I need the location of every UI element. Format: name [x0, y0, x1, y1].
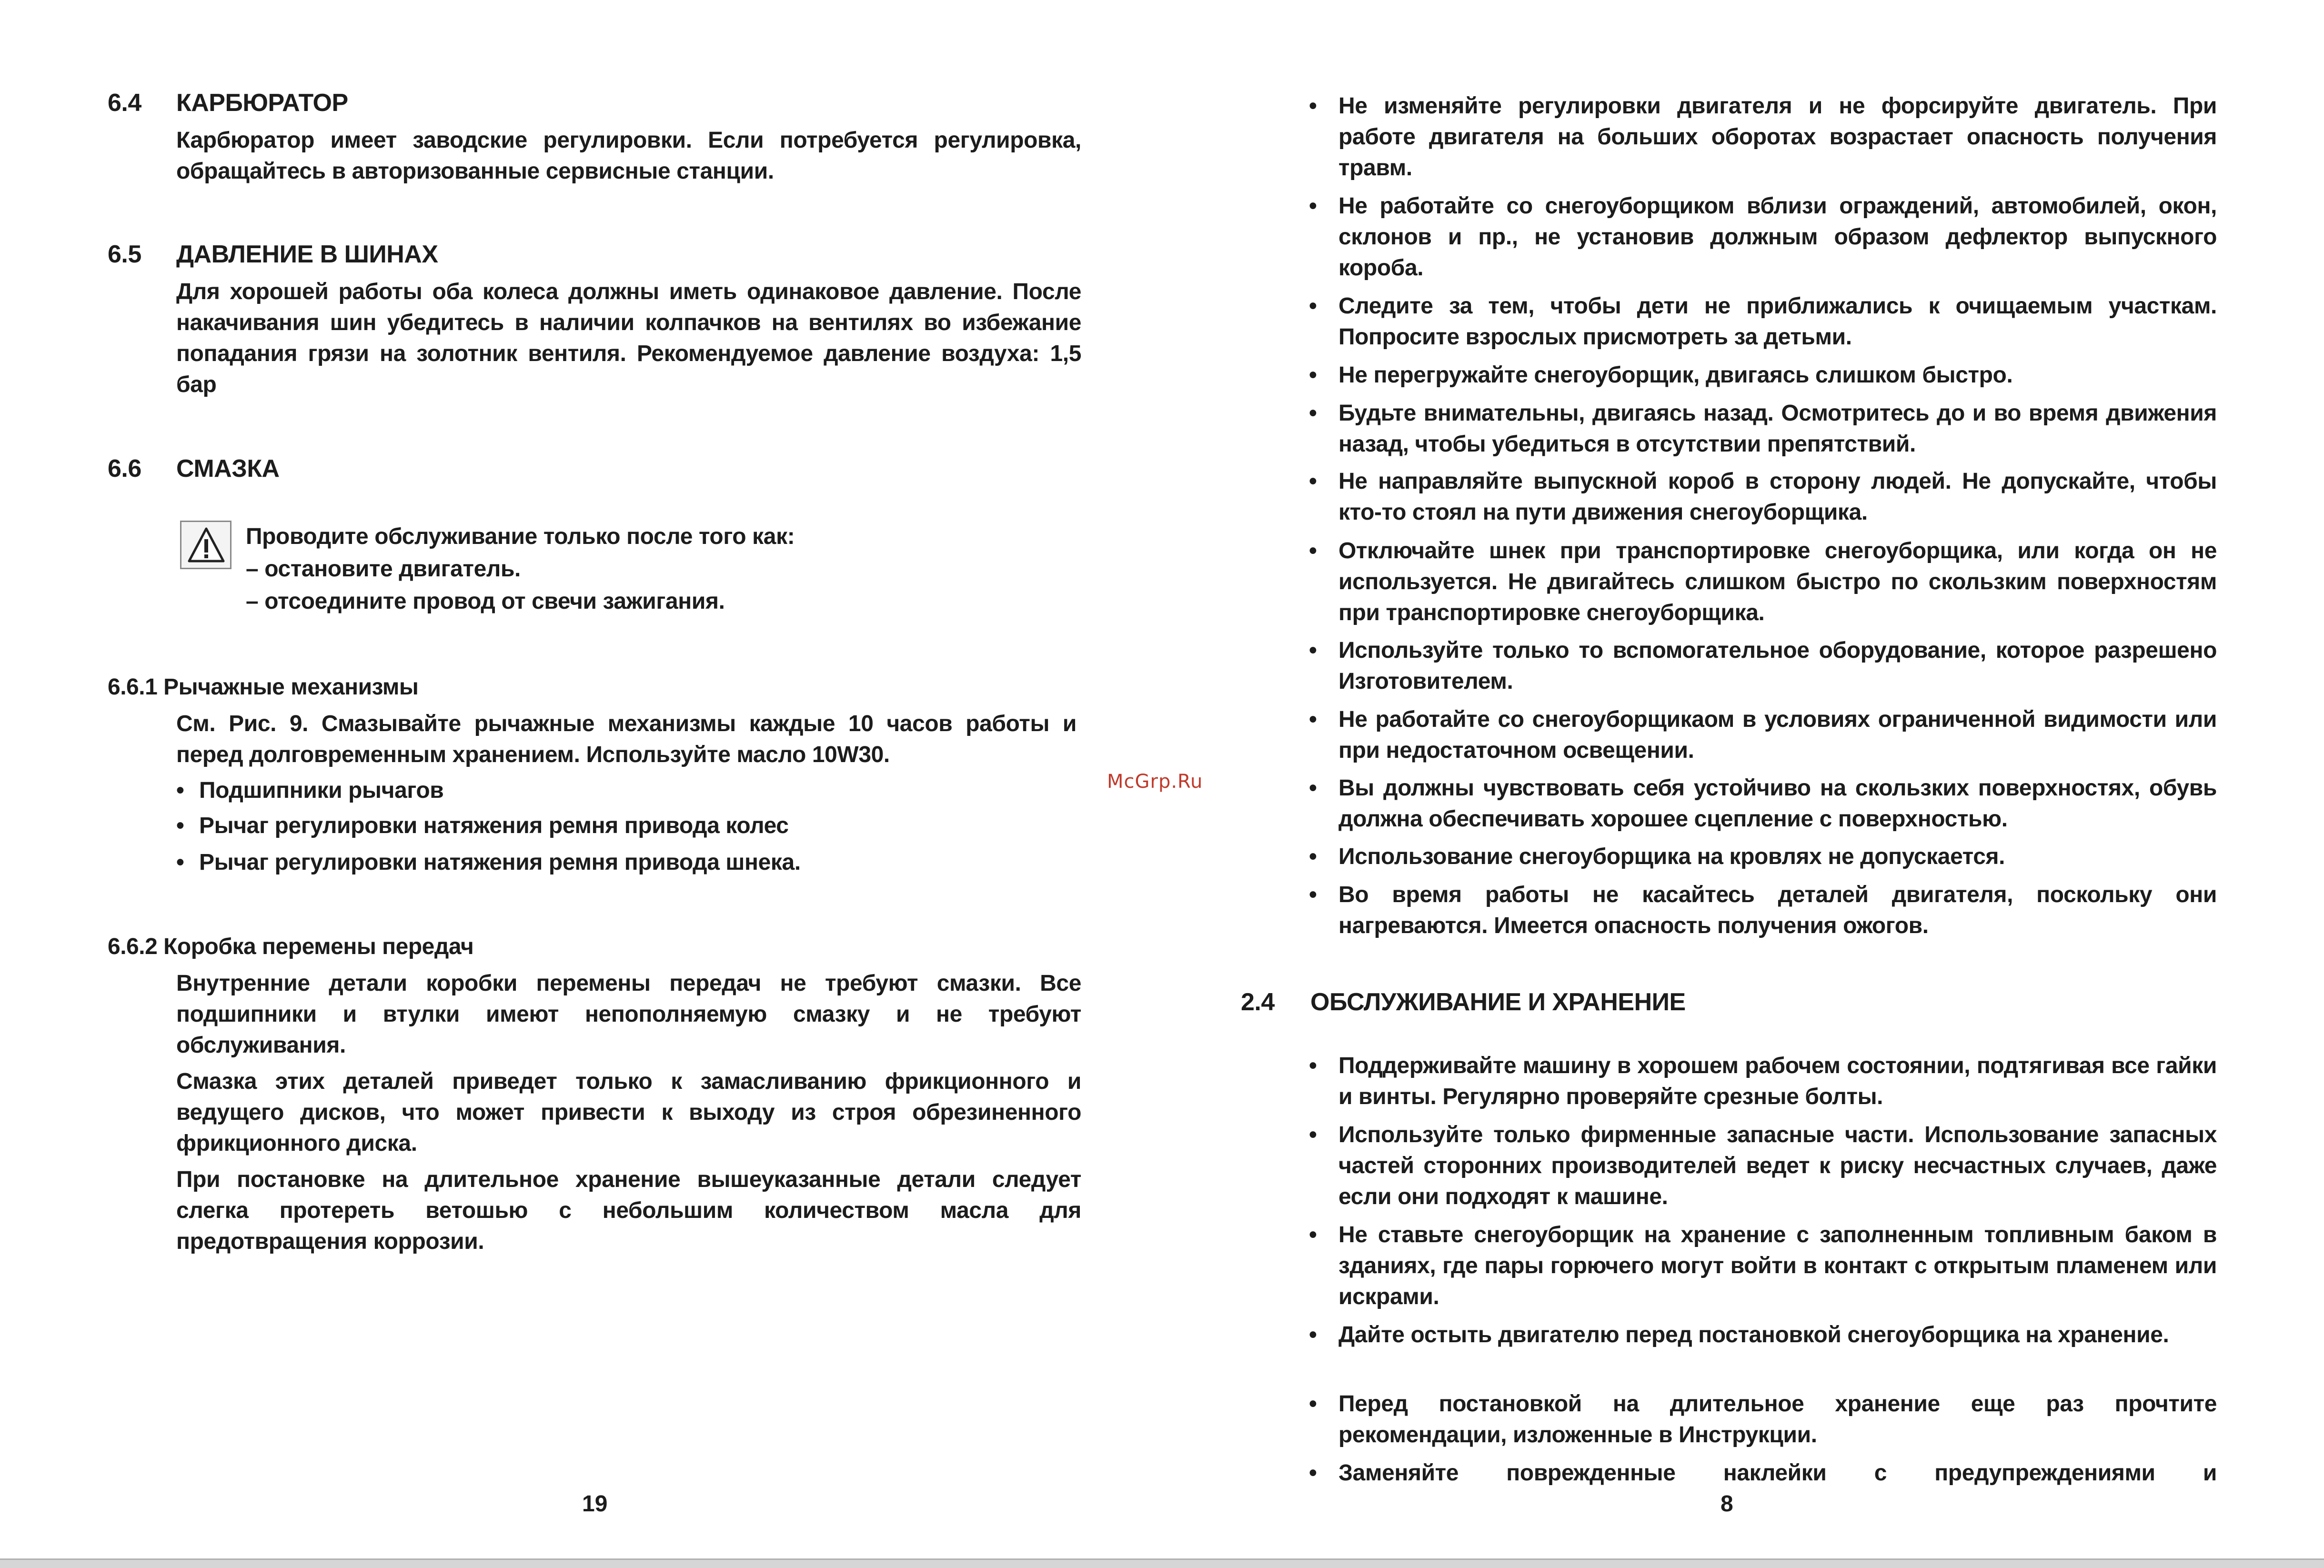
safety-item: Не перегружайте снегоуборщик, двигаясь слишком быстро.	[1338, 362, 2013, 388]
bullet-icon: •	[1309, 638, 1317, 663]
safety-item: Будьте внимательны, двигаясь назад. Осмотритесь до и во время движения назад, чтобы убедиться в отсутствии препятствий.	[1338, 401, 2217, 457]
bullet-icon: •	[1309, 707, 1317, 732]
list-item: • Рычаг регулировки натяжения ремня привода шнека.	[176, 850, 801, 875]
bullet-icon: •	[1309, 1053, 1317, 1078]
safety-item: Не изменяйте регулировки двигателя и не форсируйте двигатель. При работе двигателя на больших оборотах возрастает опасность получения травм.	[1338, 93, 2217, 181]
warning-line-3: – отсоедините провод от свечи зажигания.	[246, 589, 725, 614]
maintenance-item: Используйте только фирменные запасные части. Использование запасных частей сторонних производителей ведет к риску несчастных случаев, даже если они подходят к машине.	[1338, 1122, 2217, 1209]
maintenance-item: Не ставьте снегоуборщик на хранение с заполненным топливным баком в зданиях, где пары горючего могут войти в контакт с открытым пламенем или искрами.	[1338, 1222, 2217, 1309]
maintenance-item: Перед постановкой на длительное хранение еще раз прочтите рекомендации, изложенные в Инструкции.	[1338, 1391, 2217, 1447]
section-6-6-2-p3: При постановке на длительное хранение вышеуказанные детали следует слегка протереть ветошью с небольшим количеством масла для предотвращения коррозии.	[176, 1167, 1081, 1254]
maintenance-item: Дайте остыть двигателю перед постановкой снегоуборщика на хранение.	[1338, 1322, 2169, 1347]
section-6-6-1-heading: 6.6.1 Рычажные механизмы	[108, 674, 419, 700]
safety-item: Вы должны чувствовать себя устойчиво на скользких поверхностях, обувь должна обеспечивать хорошее сцепление с поверхностью.	[1338, 775, 2217, 832]
list-item: • Подшипники рычагов	[176, 778, 444, 803]
bullet-icon: •	[1309, 1460, 1317, 1486]
safety-item: Следите за тем, чтобы дети не приближались к очищаемым участкам. Попросите взрослых присмотреть за детьми.	[1338, 293, 2217, 350]
list-item: • Рычаг регулировки натяжения ремня привода колес	[176, 813, 789, 838]
section-6-6-2-p2: Смазка этих деталей приведет только к замасливанию фрикционного и ведущего дисков, что может привести к выходу из строя обрезиненного фрикционного диска.	[176, 1069, 1081, 1156]
section-6-5-text: Для хорошей работы оба колеса должны иметь одинаковое давление. После накачивания шин убедитесь в наличии колпачков на вентилях во избежание попадания грязи на золотник вентиля. Рекомендуемое давление воздуха: 1,5 бар	[176, 279, 1081, 397]
safety-item: Не работайте со снегоуборщиком вблизи ограждений, автомобилей, окон, склонов и пр., не установив должным образом дефлектор выпускного короба.	[1338, 193, 2217, 281]
warning-line-1: Проводите обслуживание только после того как:	[246, 524, 795, 549]
page-number-right: 8	[1720, 1491, 1733, 1517]
bullet-icon: •	[1309, 469, 1317, 494]
safety-item: Во время работы не касайтесь деталей двигателя, поскольку они нагреваются. Имеется опасность получения ожогов.	[1338, 882, 2217, 938]
bullet-icon: •	[1309, 882, 1317, 907]
section-2-4-heading: 2.4 ОБСЛУЖИВАНИЕ И ХРАНЕНИЕ	[1241, 988, 1686, 1016]
watermark: McGrp.Ru	[1107, 771, 1203, 793]
section-6-6-2-heading: 6.6.2 Коробка перемены передач	[108, 934, 474, 959]
bullet-icon: •	[1309, 1122, 1317, 1147]
bullet-icon: •	[1309, 193, 1317, 219]
section-6-4-text: Карбюратор имеет заводские регулировки. Если потребуется регулировка, обращайтесь в авторизованные сервисные станции.	[176, 128, 1081, 184]
bullet-icon: •	[1309, 538, 1317, 563]
bullet-icon: •	[1309, 844, 1317, 869]
bullet-icon: •	[1309, 1322, 1317, 1347]
safety-item: Не работайте со снегоуборщикаом в условиях ограниченной видимости или при недостаточном освещении.	[1338, 707, 2217, 763]
bullet-icon: •	[1309, 93, 1317, 119]
page-number-left: 19	[582, 1491, 608, 1517]
bullet-icon: •	[1309, 1391, 1317, 1417]
safety-item: Используйте только то вспомогательное оборудование, которое разрешено Изготовителем.	[1338, 638, 2217, 694]
bullet-icon: •	[1309, 1222, 1317, 1247]
bullet-icon: •	[1309, 362, 1317, 388]
maintenance-item: Поддерживайте машину в хорошем рабочем состоянии, подтягивая все гайки и винты. Регулярно проверяйте срезные болты.	[1338, 1053, 2217, 1109]
warning-box	[180, 521, 231, 569]
bullet-icon: •	[1309, 401, 1317, 426]
section-6-5-heading: 6.5 ДАВЛЕНИЕ В ШИНАХ	[108, 241, 438, 268]
safety-item: Использование снегоуборщика на кровлях не допускается.	[1338, 844, 2005, 869]
maintenance-item: Заменяйте поврежденные наклейки с предупреждениями и	[1338, 1460, 2217, 1486]
section-6-6-2-p1: Внутренние детали коробки перемены передач не требуют смазки. Все подшипники и втулки имеют непополняемую смазку и не требуют обслуживания.	[176, 971, 1081, 1058]
scan-edge	[0, 1558, 2324, 1568]
warning-triangle-icon	[187, 527, 225, 563]
warning-line-2: – остановите двигатель.	[246, 556, 521, 582]
bullet-icon: •	[1309, 775, 1317, 801]
section-6-6-1-text: См. Рис. 9. Смазывайте рычажные механизмы каждые 10 часов работы и перед долговременным хранением. Используйте масло 10W30.	[176, 711, 1076, 767]
safety-item: Отключайте шнек при транспортировке снегоуборщика, или когда он не используется. Не двигайтесь слишком быстро по скользким поверхностям при транспортировке снегоуборщика.	[1338, 538, 2217, 625]
section-6-4-heading: 6.4 КАРБЮРАТОР	[108, 89, 348, 117]
section-6-6-heading: 6.6 СМАЗКА	[108, 455, 280, 482]
safety-item: Не направляйте выпускной короб в сторону людей. Не допускайте, чтобы кто-то стоял на пути движения снегоуборщика.	[1338, 469, 2217, 525]
bullet-icon: •	[1309, 293, 1317, 319]
